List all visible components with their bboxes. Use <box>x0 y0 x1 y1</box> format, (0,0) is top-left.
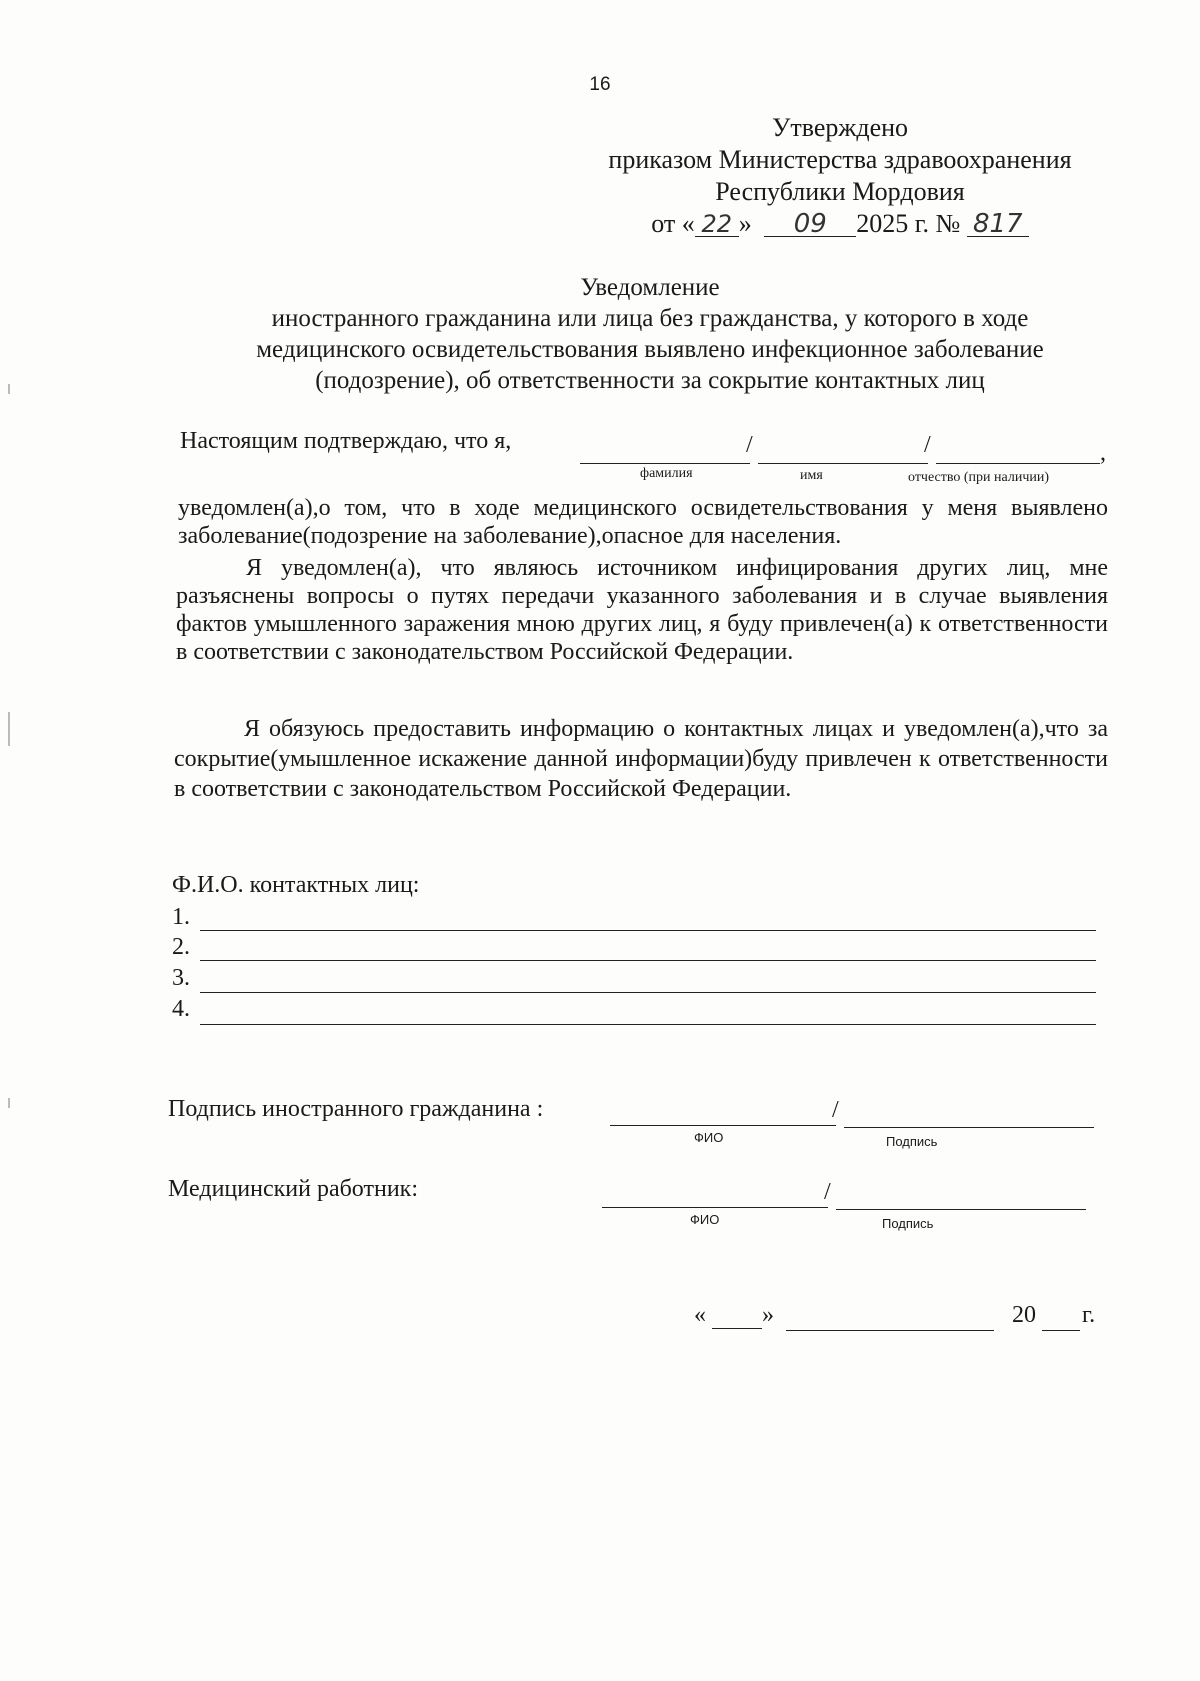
date-year-suffix: г. <box>1082 1302 1096 1328</box>
date-year-prefix: 20 <box>1012 1302 1036 1328</box>
approval-block <box>560 112 1120 240</box>
comma: , <box>1100 440 1106 466</box>
confirm-lead: Настоящим подтверждаю, что я, <box>180 428 512 454</box>
contacts-heading: Ф.И.О. контактных лиц: <box>172 872 420 898</box>
slash-separator: / <box>832 1097 839 1123</box>
approval-date-line: от « 22 » 09 2025 г. № 817 <box>560 208 1120 240</box>
title-line-3: медицинского освидетельствования выявлено инфекционное заболевание <box>256 336 1044 363</box>
approval-title: Утверждено <box>771 113 909 142</box>
scan-artifact <box>8 712 10 746</box>
approval-year: 2025 г. № <box>856 209 961 238</box>
label-patronymic: отчество (при наличии) <box>908 470 1050 485</box>
title-line-2: иностранного гражданина или лица без гражданства, у которого в ходе <box>271 305 1029 332</box>
document-title <box>180 272 1120 396</box>
foreigner-fio-field[interactable] <box>610 1125 836 1126</box>
foreigner-signature-label: Подпись иностранного гражданина : <box>168 1096 544 1122</box>
approval-region: Республики Мордовия <box>715 177 965 206</box>
title-main: Уведомление <box>580 274 720 301</box>
medic-fio-field[interactable] <box>602 1207 828 1208</box>
date-open-quote: « <box>694 1302 706 1328</box>
paragraph-3: Я обязуюсь предоставить информацию о контактных лицах и уведомлен(а),что за сокрытие(умышленное искажение данной информации)буду привлечен к ответственности в соответствии с законодательством Российской Федерации. <box>174 716 1108 802</box>
contact-number: 3. <box>172 965 190 991</box>
contact-field-1[interactable] <box>200 930 1096 931</box>
paragraph-1: уведомлен(а),о том, что в ходе медицинского освидетельствования у меня выявлено заболевание(подозрение на заболевание),опасное для населения. <box>178 495 1108 549</box>
patronymic-field[interactable] <box>936 463 1100 464</box>
page-number: 16 <box>589 74 611 95</box>
contact-field-3[interactable] <box>200 992 1096 993</box>
slash-separator: / <box>924 432 931 458</box>
surname-field[interactable] <box>580 463 750 464</box>
title-line-4: (подозрение), об ответственности за сокрытие контактных лиц <box>315 367 985 394</box>
label-name: имя <box>800 468 823 483</box>
signature-caption: Подпись <box>882 1216 934 1231</box>
slash-separator: / <box>746 432 753 458</box>
contact-number: 4. <box>172 996 190 1022</box>
contact-field-4[interactable] <box>200 1024 1096 1025</box>
scan-artifact <box>8 384 10 394</box>
approval-number: 817 <box>967 212 1029 237</box>
contact-field-2[interactable] <box>200 960 1096 961</box>
medic-signature-field[interactable] <box>836 1209 1086 1210</box>
approval-order: приказом Министерства здравоохранения <box>608 145 1072 174</box>
slash-separator: / <box>824 1179 831 1205</box>
name-field[interactable] <box>758 463 928 464</box>
paragraph-2: Я уведомлен(а), что являюсь источником инфицирования других лиц, мне разъяснены вопросы о путях передачи указанного заболевания и в случае выявления фактов умышленного заражения мною других лиц, я буду привлечен(а) к ответственности в соответствии с законодательством Российской Федерации. <box>176 555 1108 665</box>
medic-label: Медицинский работник: <box>168 1176 418 1202</box>
date-year-field[interactable] <box>1042 1330 1080 1331</box>
signature-caption: Подпись <box>886 1134 938 1149</box>
approval-day: 22 <box>695 212 739 237</box>
label-surname: фамилия <box>640 466 693 481</box>
date-day-field[interactable] <box>712 1328 762 1329</box>
scan-artifact <box>8 1098 10 1108</box>
fio-caption: ФИО <box>690 1212 720 1227</box>
contact-number: 2. <box>172 934 190 960</box>
date-close-quote: » <box>762 1302 774 1328</box>
fio-caption: ФИО <box>694 1130 724 1145</box>
approval-month: 09 <box>764 212 856 237</box>
date-month-field[interactable] <box>786 1330 994 1331</box>
contact-number: 1. <box>172 904 190 930</box>
foreigner-signature-field[interactable] <box>844 1127 1094 1128</box>
